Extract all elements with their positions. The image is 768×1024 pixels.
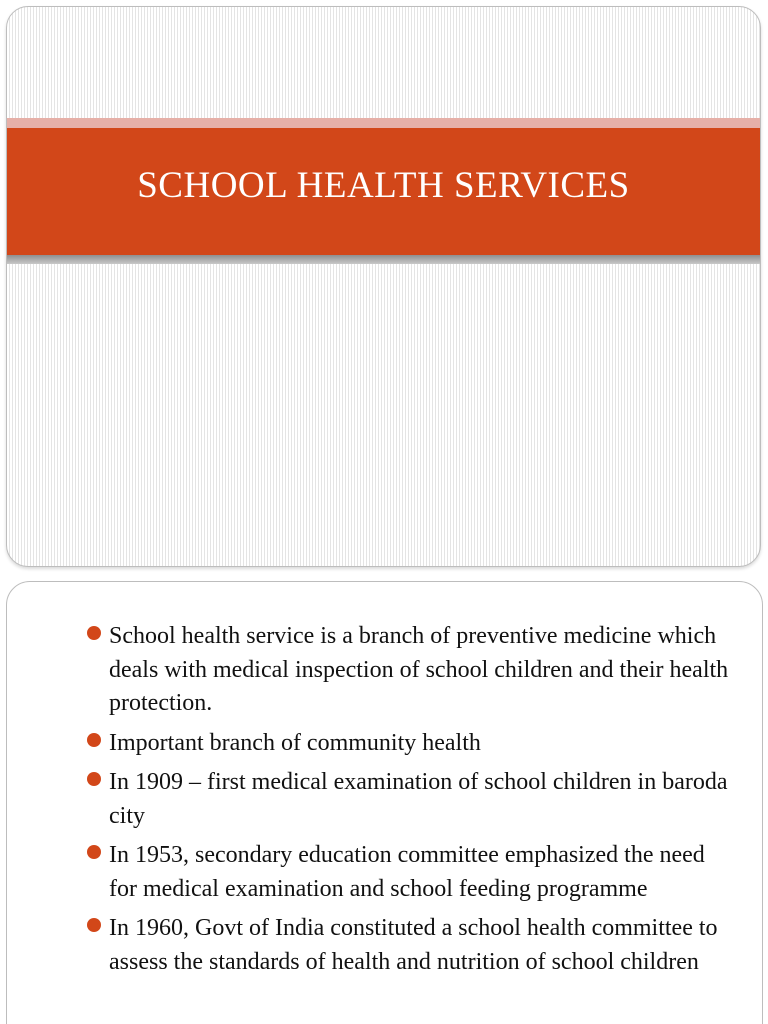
bullet-item (87, 839, 737, 906)
bullet-item (87, 912, 737, 979)
bullet-dot-icon (87, 772, 101, 786)
title-slide (6, 6, 761, 567)
bullet-item (87, 620, 737, 721)
content-slide (6, 581, 763, 1024)
bullet-list (87, 620, 737, 985)
bullet-item (87, 766, 737, 833)
title-band-shadow (7, 255, 760, 264)
bullet-dot-icon (87, 918, 101, 932)
bullet-text: School health service is a branch of preventive medicine which deals with medical inspection of school children and their health protection. (109, 623, 729, 716)
bullet-text: In 1960, Govt of India constituted a school health committee to assess the standards of health and nutrition of school children (109, 915, 718, 975)
bullet-text: In 1953, secondary education committee emphasized the need for medical examination and school feeding programme (109, 842, 705, 902)
bullet-item (87, 727, 737, 761)
bullet-text: Important branch of community health (109, 729, 481, 756)
slide-title: SCHOOL HEALTH SERVICES (137, 165, 630, 206)
title-band-highlight (7, 118, 760, 128)
title-band (7, 128, 760, 255)
bullet-dot-icon (87, 626, 101, 640)
bullet-dot-icon (87, 845, 101, 859)
bullet-dot-icon (87, 733, 101, 747)
bullet-text: In 1909 – first medical examination of school children in baroda city (109, 769, 728, 829)
